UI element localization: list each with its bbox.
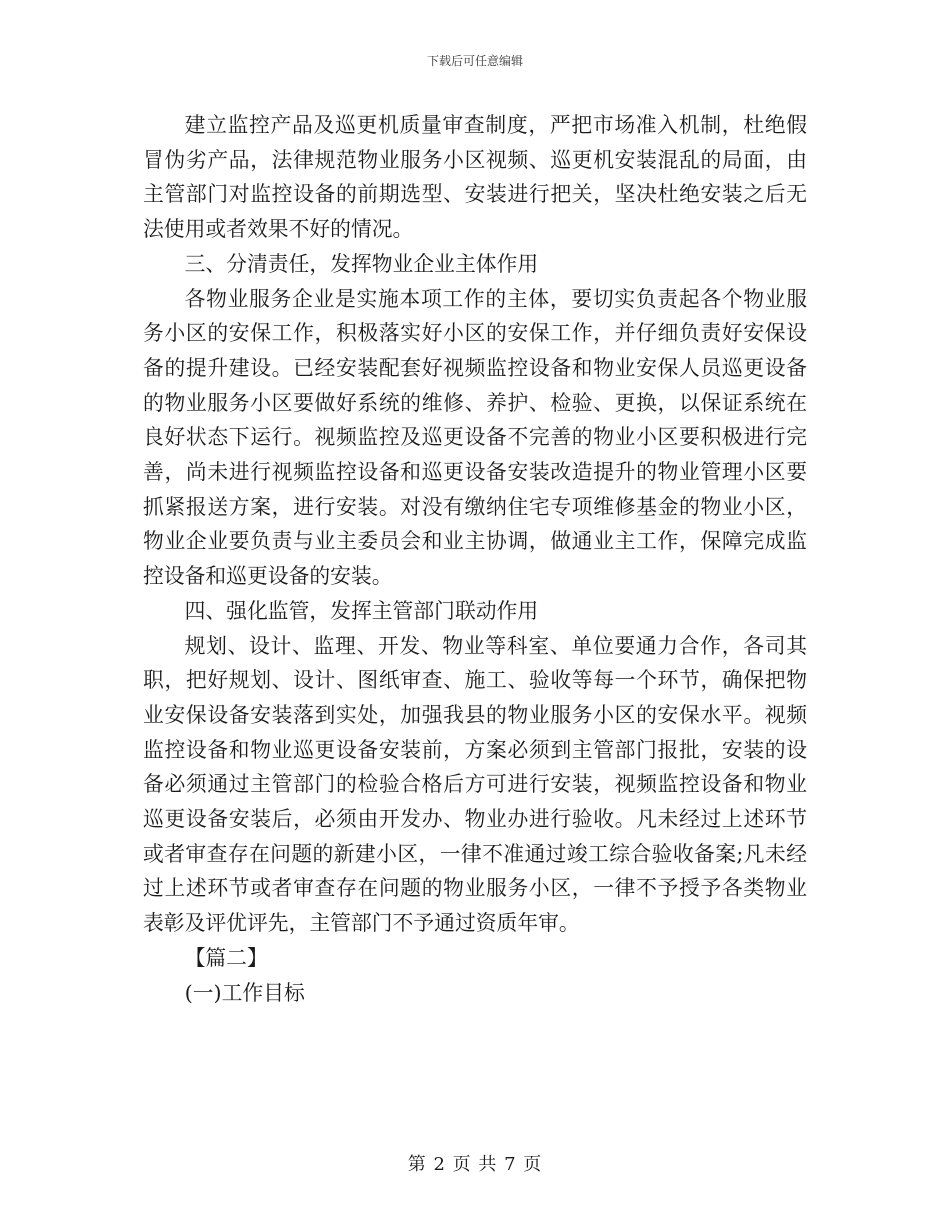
paragraph-quality-review: 建立监控产品及巡更机质量审查制度，严把市场准入机制，杜绝假冒伪劣产品，法律规范物业服务小区视频、巡更机安装混乱的局面，由主管部门对监控设备的前期选型、安装进行把关，坚决杜绝安装之后无法使用或者效果不好的情况。 [143,113,807,242]
work-goal-heading: (一)工作目标 [184,980,305,1005]
document-body [143,108,807,1010]
part-two-heading: 【篇二】 [184,945,268,970]
section-heading-4: 四、强化监管，发挥主管部门联动作用 [184,598,539,623]
section-heading-3: 三、分清责任，发挥物业企业主体作用 [184,251,539,276]
page-header: 下载后可任意编辑 [426,54,523,68]
paragraph-supervision: 规划、设计、监理、开发、物业等科室、单位要通力合作，各司其职，把好规划、设计、图纸审查、施工、验收等每一个环节，确保把物业安保设备安装落到实处，加强我县的物业服务小区的安保水平。视频监控设备和物业巡更设备安装前，方案必须到主管部门报批，安装的设备必须通过主管部门的检验合格后方可进行安装，视频监控设备和物业巡更设备安装后，必须由开发办、物业办进行验收。凡未经过上述环节或者审查存在问题的新建小区，一律不准通过竣工综合验收备案;凡未经过上述环节或者审查存在问题的物业服务小区，一律不予授予各类物业表彰及评优评先，主管部门不予通过资质年审。 [143,633,807,936]
page-number: 第 2 页 共 7 页 [407,1154,543,1175]
paragraph-enterprise-responsibility: 各物业服务企业是实施本项工作的主体，要切实负责起各个物业服务小区的安保工作，积极落实好小区的安保工作，并仔细负责好安保设备的提升建设。已经安装配套好视频监控设备和物业安保人员巡更设备的物业服务小区要做好系统的维修、养护、检验、更换，以保证系统在良好状态下运行。视频监控及巡更设备不完善的物业小区要积极进行完善，尚未进行视频监控设备和巡更设备安装改造提升的物业管理小区要抓紧报送方案，进行安装。对没有缴纳住宅专项维修基金的物业小区，物业企业要负责与业主委员会和业主协调，做通业主工作，保障完成监控设备和巡更设备的安装。 [143,286,807,589]
